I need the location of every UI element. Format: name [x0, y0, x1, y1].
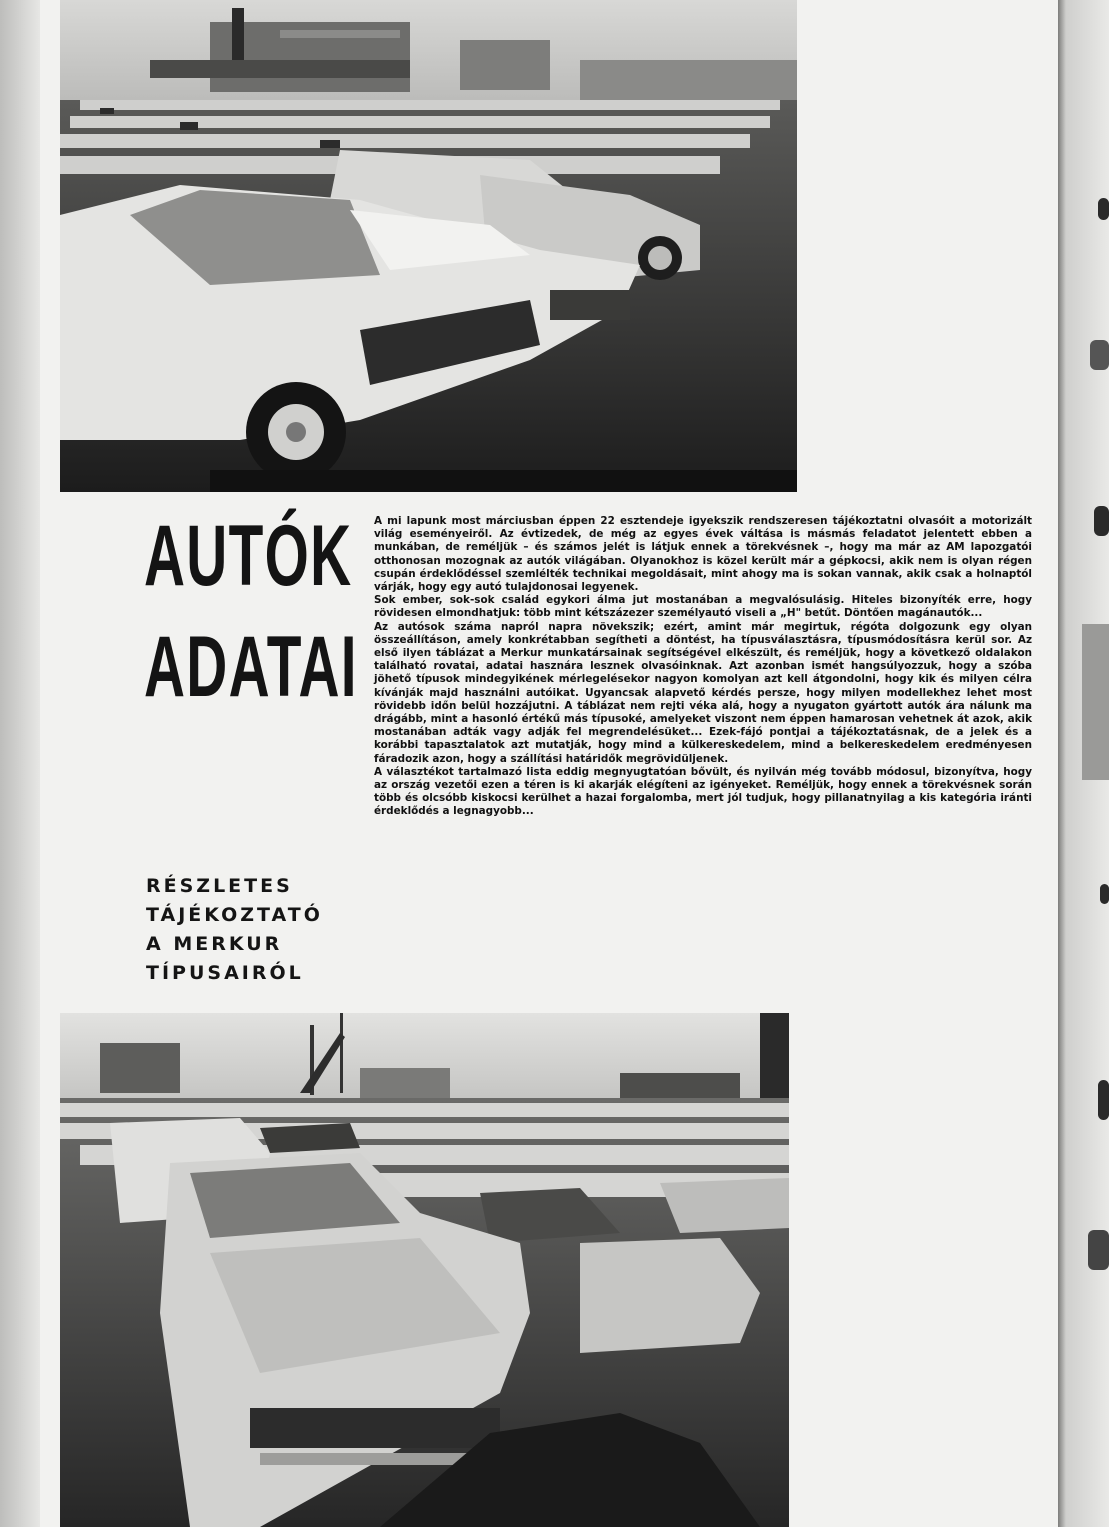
adjacent-page-mark: [1098, 1080, 1109, 1120]
article-body: [374, 515, 1032, 819]
headline-line-2: ADATAI: [144, 619, 358, 715]
adjacent-page-mark: [1090, 340, 1109, 370]
page-gutter-shadow: [0, 0, 40, 1527]
article-paragraph: Sok ember, sok-sok család egykori álma jut mostanában a megvalósulásig. Hiteles bizonyíték erre, hogy rövidesen elmondhatjuk: több mint kétszázezer személyautó viseli a „H" betűt. Döntően magánautók...: [374, 594, 1032, 620]
top-photo-car-lot: [60, 0, 797, 492]
subheadline-line: TÁJÉKOZTATÓ: [146, 904, 323, 926]
adjacent-page-mark: [1088, 1230, 1109, 1270]
article-paragraph: A választékot tartalmazó lista eddig megnyugtatóan bővült, és nyilván még tovább módosul, bizonyítva, hogy az ország vezetői ezen a téren is ki akarják elégíteni az igényeket. Reméljük, hogy ennek a törekvésnek során több és olcsóbb kiskocsi kerülhet a hazai forgalomba, mert jól tudjuk, hogy pillanatnyilag a kis kategória iránti érdeklődés a legnagyobb...: [374, 765, 1032, 818]
car-lot-image-top: [60, 0, 797, 492]
subheadline-line: TÍPUSAIRÓL: [146, 962, 304, 984]
adjacent-page-mark: [1094, 506, 1109, 536]
adjacent-page-mark: [1100, 884, 1109, 904]
adjacent-page-mark: [1098, 198, 1109, 220]
article-paragraph: Az autósok száma napról napra növekszik; ezért, amint már megirtuk, régóta dolgozunk egy olyan összeállításon, amely konkrétabban segítheti a döntést, ha típusválasztásra, típusmódosításra kerül sor. Az első ilyen táblázat a Merkur munkatársainak segítségével elkészült, és reméljük, hogy a következő oldalakon található rovatai, adatai hasznára lesznek olvasóinknak. Azt azonban ismét hangsúlyozzuk, hogy a szóba jöhető típusok mindegyikének mérlegelésekor nagyon komolyan azt kell átgondolni, hogy kik és milyen célra kívánják majd használni autóikat. Ugyancsak alapvető kérdés persze, hogy milyen modellekhez lehet most rövidebb időn belül hozzájutni. A táblázat nem rejti véka alá, hogy a nyugaton gyártott autók ára nálunk ma drágább, mint a hasonló értékű más típusoké, amelyeket viszont nem éppen hamarosan vehetnek át azok, akik mostanában adták vagy adják fel megrendelésüket... Ezek-fájó pontjai a tájékoztatásnak, de a jelek és a korábbi tapasztalatok azt mutatják, hogy mind a külkereskedelem, mind a belkereskedelem eredményesen fáradozik azon, hogy a szállítási határidők megrövidüljenek.: [374, 620, 1032, 765]
bottom-photo-car-lot: [60, 1013, 789, 1527]
headline-line-1: AUTÓK: [144, 508, 353, 604]
subheadline-line: A MERKUR: [146, 933, 283, 955]
subheadline-line: RÉSZLETES: [146, 875, 293, 897]
subheadline: [146, 872, 366, 988]
adjacent-page-edge: [1058, 0, 1109, 1527]
adjacent-page-gray-block: [1082, 624, 1109, 780]
car-lot-image-bottom: [60, 1013, 789, 1527]
article-paragraph: A mi lapunk most márciusban éppen 22 esztendeje igyekszik rendszeresen tájékoztatni olvasóit a motorizált világ eseményeiről. Az évtizedek, de még az egyes évek váltása is másmás feladatot jelentett ebben a munkában, de reméljük – és számos jelét is látjuk ennek a törekvésnek –, hogy ma már az AM lapozgatói otthonosan mozognak az autók világában. Olyanokhoz is közel került már a gépkocsi, akik nem is olyan régen csupán érdeklődéssel szemlélték technikai megoldásait, mint ahogy ma is sokan vannak, akik csak a holnaptól várják, hogy egy autó tulajdonosai legyenek.: [374, 515, 1032, 594]
